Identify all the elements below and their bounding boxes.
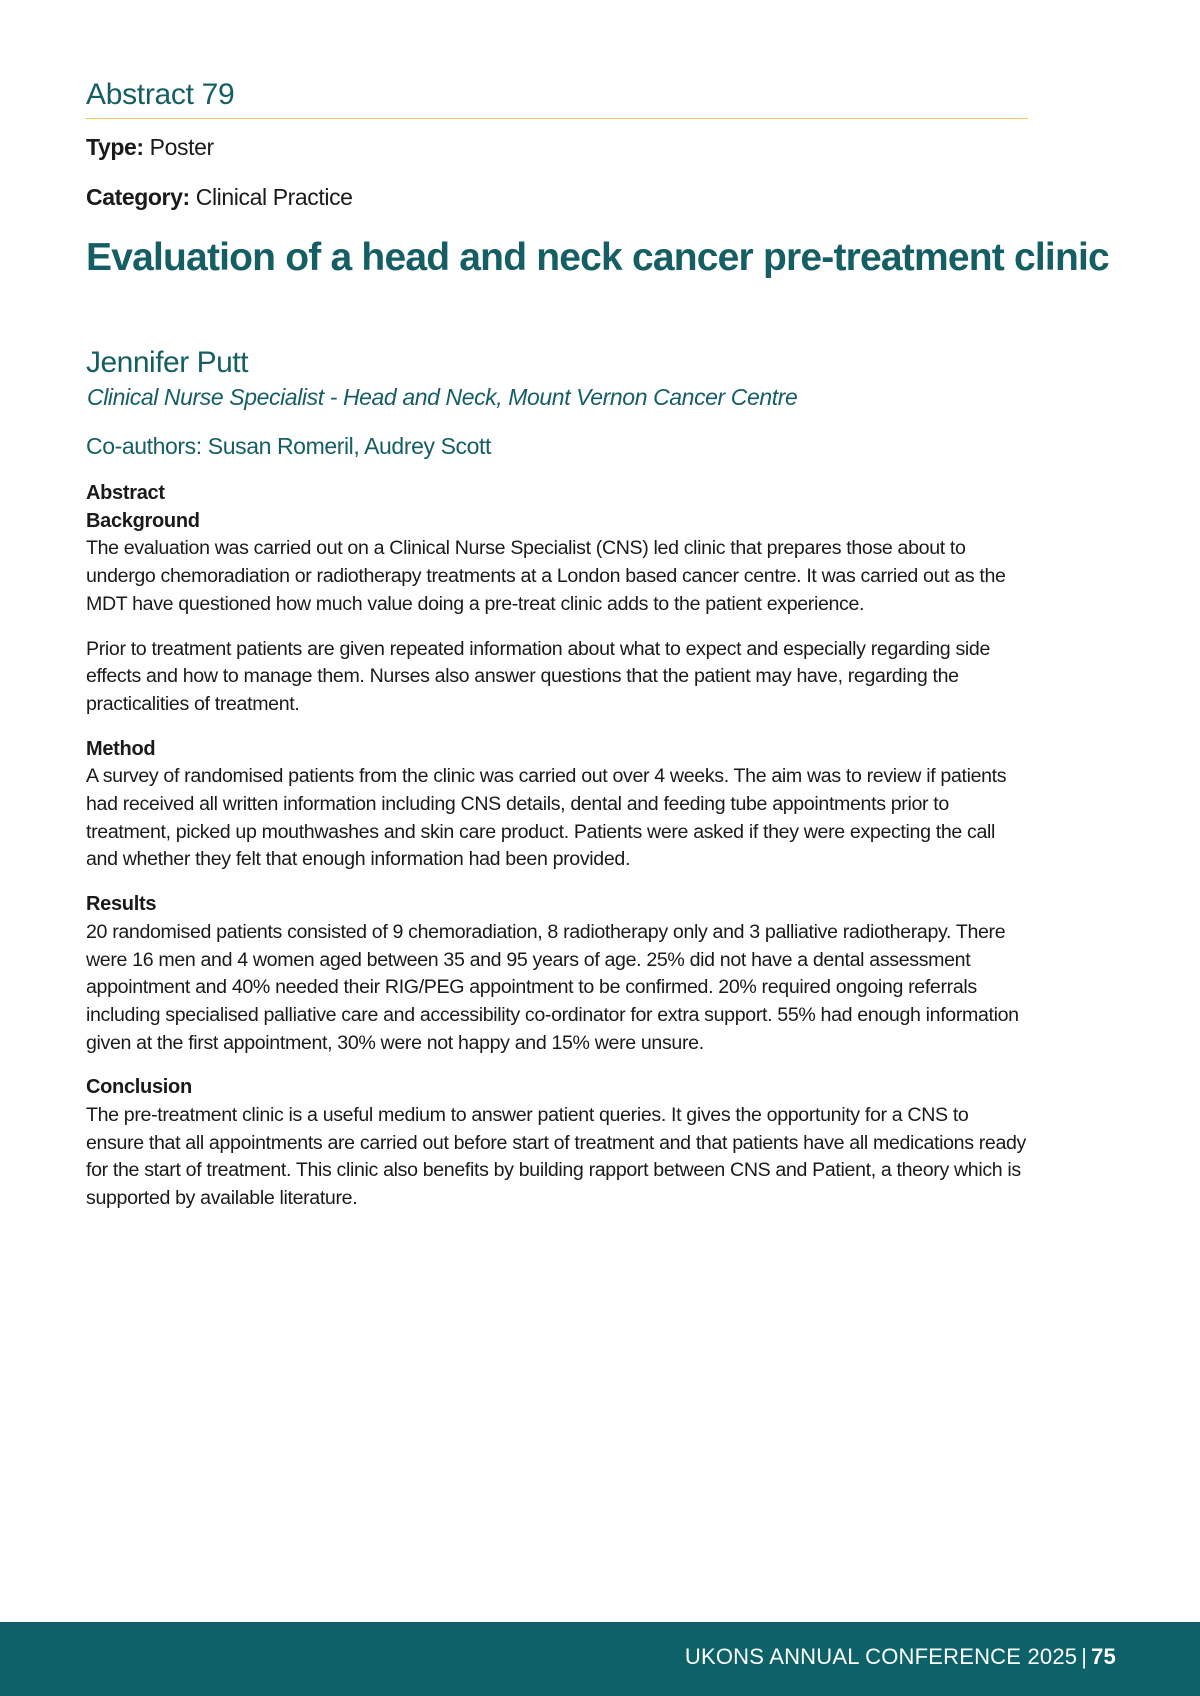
conference-name: UKONS ANNUAL CONFERENCE 2025 (684, 1644, 1078, 1669)
conclusion-paragraph: The pre-treatment clinic is a useful medium to answer patient queries. It gives the opportunity for a CNS to ensure that all appointments are carried out before start of treatment and that patients have all medications ready for the start of treatment. This clinic also benefits by building rapport between CNS and Patient, a theory which is supported by available literature. (86, 1104, 1027, 1210)
conclusion-heading: Conclusion (86, 1076, 192, 1099)
footer-text (685, 1644, 1116, 1670)
type-label: Type: (86, 134, 144, 160)
category-value: Clinical Practice (195, 184, 353, 210)
footer-bar (0, 1622, 1200, 1696)
footer-separator: | (1081, 1644, 1088, 1669)
type-line (86, 134, 214, 161)
page-title: Evaluation of a head and neck cancer pre-treatment clinic (86, 236, 1109, 279)
author-affiliation: Clinical Nurse Specialist - Head and Neck, Mount Vernon Cancer Centre (87, 384, 798, 410)
abstract-number: Abstract 79 (86, 78, 235, 111)
author-name: Jennifer Putt (86, 346, 248, 379)
type-value: Poster (149, 134, 214, 160)
results-paragraph: 20 randomised patients consisted of 9 chemoradiation, 8 radiotherapy only and 3 palliative radiotherapy. There were 16 men and 4 women aged between 35 and 95 years of age. 25% did not have a dental assessment appointment and 40% needed their RIG/PEG appointment to be confirmed. 20% required ongoing referrals including specialised palliative care and accessibility co-ordinator for extra support. 55% had enough information given at the first appointment, 30% were not happy and 15% were unsure. (86, 920, 1019, 1054)
category-label: Category: (86, 184, 190, 210)
background-paragraph-2: Prior to treatment patients are given repeated information about what to expect and especially regarding side effects and how to manage them. Nurses also answer questions that the patient may have, regarding the practicalities of treatment. (86, 637, 990, 715)
background-heading: Background (86, 509, 200, 532)
results-heading: Results (86, 893, 157, 916)
method-heading: Method (86, 737, 156, 760)
background-paragraph-1: The evaluation was carried out on a Clinical Nurse Specialist (CNS) led clinic that prepares those about to undergo chemoradiation or radiotherapy treatments at a London based cancer centre. It was carried out as the MDT have questioned how much value doing a pre-treat clinic adds to the patient experience. (86, 537, 1006, 615)
abstract-heading: Abstract (86, 482, 165, 504)
coauthors: Co-authors: Susan Romeril, Audrey Scott (86, 433, 491, 459)
category-line (86, 184, 353, 211)
page-number: 75 (1091, 1644, 1116, 1669)
method-paragraph: A survey of randomised patients from the clinic was carried out over 4 weeks. The aim was to review if patients had received all written information including CNS details, dental and feeding tube appointments prior to treatment, picked up mouthwashes and skin care product. Patients were asked if they were expecting the call and whether they felt that enough information had been provided. (86, 765, 1007, 871)
abstract-body (86, 480, 1028, 1213)
header-divider (86, 118, 1028, 119)
